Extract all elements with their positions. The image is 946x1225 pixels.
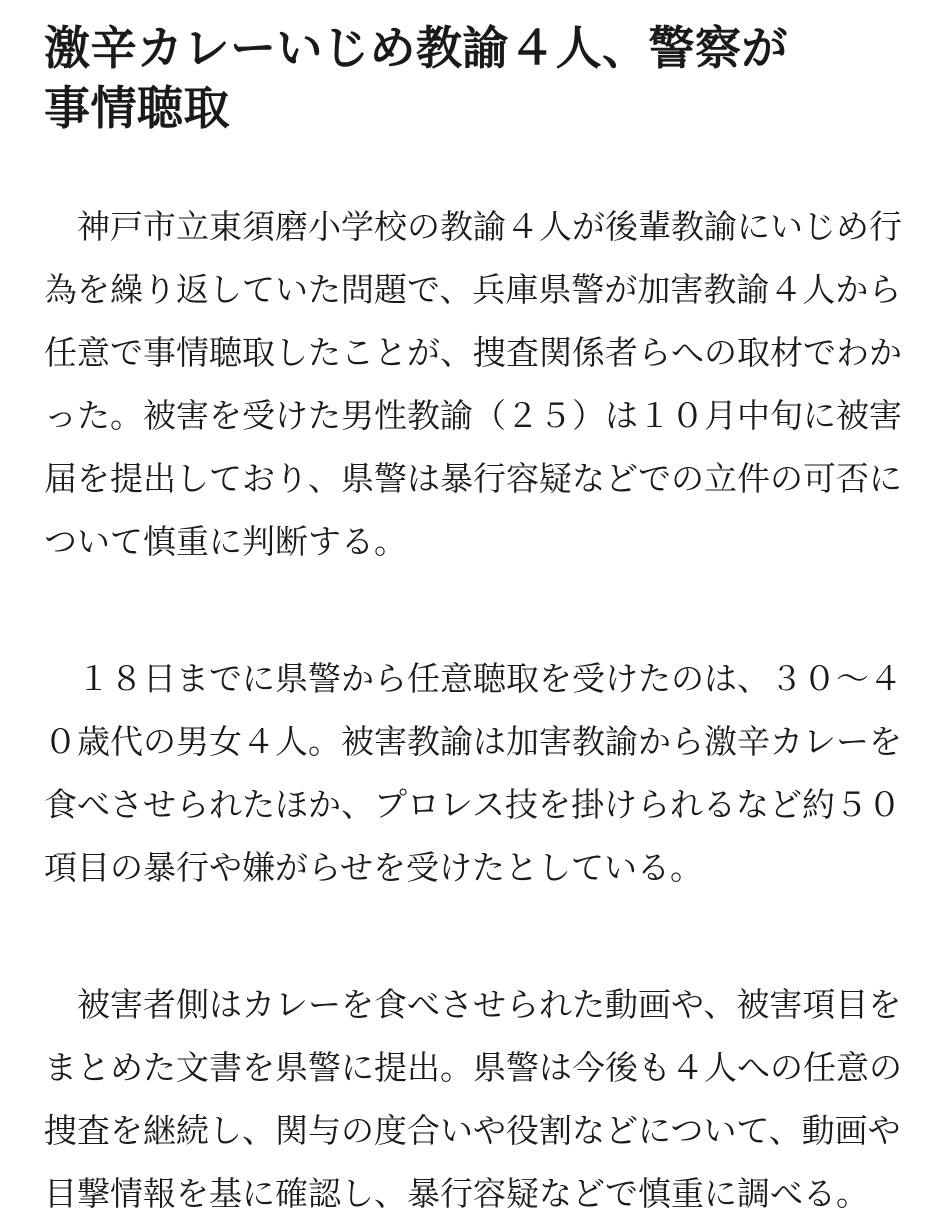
paragraph-line: 届を提出しており、県警は暴行容疑などでの立件の可否に xyxy=(44,459,902,498)
article-paragraph xyxy=(44,647,914,899)
article-paragraph xyxy=(44,973,914,1225)
article-paragraph xyxy=(44,195,914,573)
paragraph-line: まとめた文書を県警に提出。県警は今後も４人への任意の xyxy=(44,1048,902,1087)
paragraph-line: ついて慎重に判断する。 xyxy=(44,522,407,561)
paragraph-line: 項目の暴行や嫌がらせを受けたとしている。 xyxy=(44,848,704,887)
paragraph-line: ０歳代の男女４人。被害教諭は加害教諭から激辛カレーを xyxy=(44,722,902,761)
article-headline xyxy=(44,0,914,138)
paragraph-line: 神戸市立東須磨小学校の教諭４人が後輩教諭にいじめ行 xyxy=(44,207,902,246)
paragraph-line: 食べさせられたほか、プロレス技を掛けられるなど約５０ xyxy=(44,785,902,824)
paragraph-line: 捜査を継続し、関与の度合いや役割などについて、動画や xyxy=(44,1111,901,1150)
headline-line: 激辛カレーいじめ教諭４人、警察が xyxy=(44,21,788,75)
paragraph-line: １８日までに県警から任意聴取を受けたのは、３０～４ xyxy=(44,659,902,698)
paragraph-line: った。被害を受けた男性教諭（２５）は１０月中旬に被害 xyxy=(44,396,902,435)
headline-line: 事情聴取 xyxy=(44,81,230,135)
paragraph-line: 被害者側はカレーを食べさせられた動画や、被害項目を xyxy=(44,985,902,1024)
paragraph-line: 任意で事情聴取したことが、捜査関係者らへの取材でわか xyxy=(44,333,902,372)
news-article xyxy=(44,0,914,1225)
paragraph-line: 目撃情報を基に確認し、暴行容疑などで慎重に調べる。 xyxy=(44,1174,869,1213)
paragraph-line: 為を繰り返していた問題で、兵庫県警が加害教諭４人から xyxy=(44,270,902,309)
